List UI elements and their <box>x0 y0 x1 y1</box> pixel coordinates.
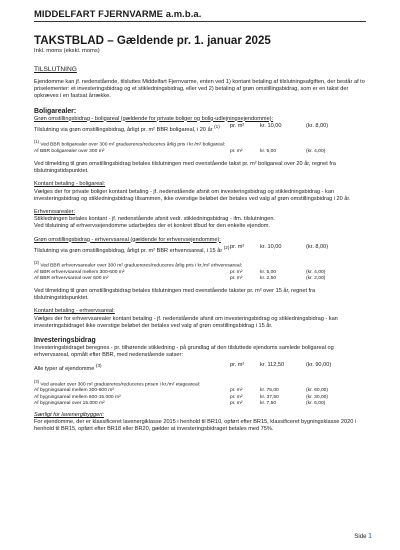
investering-footnote-title: $^{(3)}$ Ved arealer over 300 m² graduereres/reduceres prisen i kr./m² etageareal: <box>34 378 201 388</box>
erhverv-green-heading: Grøn omstillingsbidrag - erhvervsareal (gældende for erhvervsejendomme): <box>34 236 221 243</box>
price-label: Af bygningsareal over 15.000 m² <box>34 400 105 406</box>
bolig-price-row <box>34 123 366 134</box>
price-excl: (kr. 30,00) <box>306 394 329 400</box>
investering-heading: Investeringsbidrag <box>34 337 96 345</box>
page-number: 1 <box>368 533 372 540</box>
erhverv-price-row <box>34 244 366 255</box>
price-label: Af bygningsareal mellem 600-15.000 m² <box>34 394 121 400</box>
price-unit: pr. m² <box>230 243 245 250</box>
price-unit: pr. m² <box>230 394 243 400</box>
price-label: Af BBR boligarealer over 300 m² <box>34 148 105 154</box>
price-unit: pr. m² <box>230 269 243 275</box>
investering-intro: Investeringsbidraget beregnes - pr. tilhørende stikledning - på grundlag af den tilsluttede ejendoms samlede boligareal og erhvervsareal, opmålt efter BBR, med nedenstående satser: <box>34 345 334 359</box>
erhverv-cash-heading: Kontant betaling - erhvervsareal: <box>34 308 115 315</box>
price-incl: kr. 5,00 <box>260 269 277 275</box>
page-title: TAKSTBLAD – Gældende pr. 1. januar 2025 <box>34 34 271 47</box>
price-label: Af BBR erhvervsareal mellem 300-600 m² <box>34 269 125 275</box>
bolig-cash-text: Vælges der for private boliger kontant betaling - jf. nedenstående afsnit om investeringsbidrag og stikledningsbidrag - kan investeringsbidrag og stikledningsbidrag tilsammen, ikke overstige beløbet der betales ved valg af grøn omstillingsbidrag i 20 år. <box>34 188 351 202</box>
price-excl: (kr. 60,00) <box>306 388 329 394</box>
price-excl: (kr. 90,00) <box>306 362 332 369</box>
bolig-footnote-title: $^{(1)}$ Ved BBR boligarealer over 300 m² graduereres/reduceres årlig pris i kr./m² boligareal: <box>34 138 226 148</box>
price-unit: pr. m² <box>230 148 243 154</box>
price-incl: kr. 112,50 <box>260 362 285 369</box>
price-incl: kr. 37,50 <box>260 394 279 400</box>
erhverv-ownership-text: Ved tilmelding til grøn omstillingsbidrag betales tilslutningen med ovenstående takster pr. m² over 15 år, regnet fra tilslutningstidspunktet. <box>34 288 316 302</box>
company-name: MIDDELFART FJERNVARME a.m.b.a. <box>34 8 366 22</box>
price-incl: kr. 5,00 <box>260 148 277 154</box>
price-unit: pr. m² <box>230 275 243 281</box>
erhverv-footnote-row <box>34 276 366 282</box>
erhverv-footnote-title: $^{(2)}$ Ved BBR erhvervsarealer over 300 m² graduereres/reduceres årlig pris i kr./m² erhvervsareal: <box>34 259 243 269</box>
price-incl: kr. 75,00 <box>260 388 279 394</box>
price-unit: pr. m² <box>230 362 245 369</box>
price-unit: pr. m² <box>230 388 243 394</box>
price-excl: (kr. 8,00) <box>306 122 329 129</box>
price-label: Tilslutning via grøn omstillingsbidrag, årligt pr. m² BBR erhvervsareal, i 15 år $^{(2)}$ <box>34 244 230 254</box>
erhverv-intro-2: Ved tilslutning af erhvervsejendomme udarbejdes der et konkret tilbud for den enkelte ejendom. <box>34 223 271 230</box>
erhverv-cash-text: Vælges der for erhvervsarealer kontant betaling - jf. nedenstående afsnit om investeringsbidrag og stikledningsbidrag - kan investeringsbidraget ikke overstige beløbet der betales ved valg af grøn omstillingsbidrag i 15 år. <box>34 315 338 329</box>
investering-price-row <box>34 362 366 373</box>
lavenergi-text: For ejendomme, der er klassificeret lavenergiklasse 2015 i henhold til BR10, opført efter BR15, klassificeret bygningsklasse 2020 i henhold til BR15, opført efter BR18 eller BR20, gælder at investeringsbidraget betales med 75%. <box>34 419 357 433</box>
bolig-green-heading: Grøn omstillingsbidrag - boligareal (gældende for private boliger og bolig-udlejningsejendomme): <box>34 115 274 122</box>
price-incl: kr. 2,50 <box>260 275 277 281</box>
bolig-footnote-row <box>34 149 366 155</box>
price-label: Af bygningsareal mellem 300-600 m² <box>34 388 114 394</box>
investering-footnote-row <box>34 401 366 407</box>
price-label: Af BBR erhvervsareal over 600 m² <box>34 275 109 281</box>
erhverv-intro-1: Stikledningen betales kontant - jf. nedenstående afsnit vedr. stikledningsbidrag - ifm. tilslutningen. <box>34 216 275 223</box>
section-heading-tilslutning: TILSLUTNING <box>34 66 77 73</box>
price-label: Alle typer af ejendomme $^{(3)}$ <box>34 363 102 373</box>
price-excl: (kr. 8,00) <box>306 243 329 250</box>
price-incl: kr. 10,00 <box>260 243 282 250</box>
bolig-ownership-text: Ved tilmelding til grøn omstillingsbidrag betales tilslutningen med ovenstående takst pr. m² boligareal over 20 år, regnet fra tilslutningstidspunktet. <box>34 160 336 175</box>
price-label: Tilslutning via grøn omstillingsbidrag, årligt pr. m² BBR boligareal, i 20 år $^{(1)}$ <box>34 123 220 133</box>
page-label: Side <box>354 534 367 540</box>
page-footer <box>354 533 372 540</box>
price-excl: (kr. 4,00) <box>306 269 326 275</box>
bolig-cash-heading: Kontant betaling - boligareal: <box>34 181 106 188</box>
tilslutning-intro: Ejendomme kan jf. nedenstående, tilsluttes Middelfart Fjernvarme, enten ved 1) kontant betaling af tilslutningsafgiften, der består af to priselementer: et investeringsbidrag og et stikledningsbidrag, eller ved 2) betaling af grøn omstillingsbidrag, som er en takst der opkræves i en fastsat årrække. <box>34 79 365 100</box>
boligarealer-heading: Boligarealer: <box>34 107 77 115</box>
price-unit: pr. m² <box>230 400 243 406</box>
page-subtitle: Inkl. moms (ekskl. moms) <box>34 48 100 54</box>
price-excl: (kr. 2,00) <box>306 275 326 281</box>
price-incl: kr. 10,00 <box>260 122 282 129</box>
lavenergi-heading: Særligt for lavenergibyggeri: <box>34 411 104 418</box>
erhverv-heading: Erhvervsarealer: <box>34 208 76 215</box>
price-incl: kr. 7,50 <box>260 400 277 406</box>
price-excl: (kr. 6,00) <box>306 400 326 406</box>
price-excl: (kr. 4,00) <box>306 148 326 154</box>
price-unit: pr. m² <box>230 122 245 129</box>
